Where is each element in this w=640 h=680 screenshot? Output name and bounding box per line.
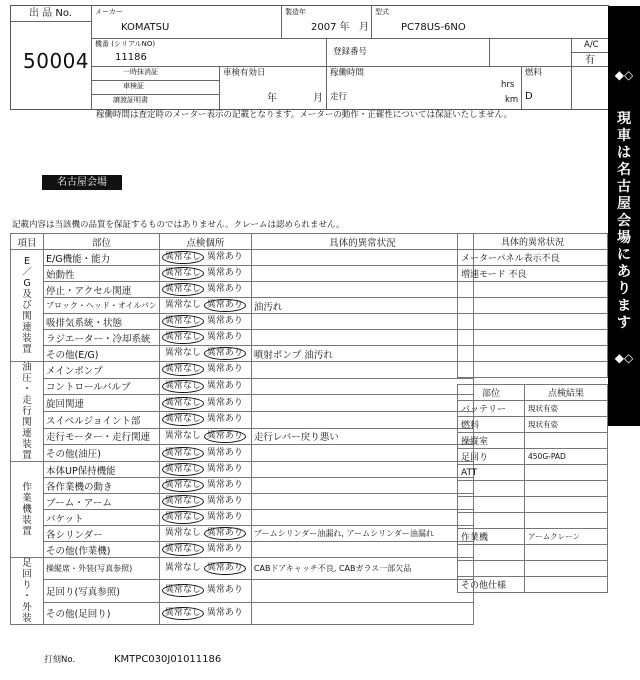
abnormal-option[interactable]: 異常あり bbox=[206, 252, 243, 262]
table-row bbox=[11, 298, 474, 314]
side-banner-char: 名 bbox=[617, 162, 631, 178]
group-label-char: 外 bbox=[22, 602, 32, 613]
engraving-value: KMTPC030J01011186 bbox=[114, 654, 222, 665]
check-cell bbox=[159, 282, 251, 298]
no-abnormal-option[interactable]: 異常なし bbox=[162, 607, 204, 620]
part-cell: その他(足回り) bbox=[44, 602, 160, 624]
result-part-cell: その他仕様 bbox=[458, 577, 525, 593]
table-row bbox=[11, 395, 474, 412]
table-row bbox=[11, 250, 474, 266]
group-label bbox=[11, 250, 44, 362]
side-banner-char: 会 bbox=[617, 213, 631, 229]
no-abnormal-option[interactable]: 異常なし bbox=[162, 380, 204, 393]
model-label: 型式 bbox=[375, 8, 389, 16]
table-row bbox=[458, 481, 608, 497]
group-label bbox=[11, 462, 44, 558]
table-row bbox=[11, 445, 474, 462]
part-cell: スイベルジョイント部 bbox=[44, 411, 160, 428]
table-row bbox=[458, 545, 608, 561]
right-detail-cell bbox=[458, 330, 608, 346]
inspection-month-unit: 月 bbox=[313, 93, 323, 104]
table-row bbox=[11, 580, 474, 602]
part-cell: 各シリンダー bbox=[44, 526, 160, 542]
result-value-cell: 現状有姿 bbox=[525, 417, 608, 433]
detail-cell bbox=[251, 362, 473, 379]
abnormal-option[interactable]: 異常あり bbox=[206, 607, 243, 618]
check-cell bbox=[159, 346, 251, 362]
result-value-cell bbox=[525, 545, 608, 561]
no-abnormal-option[interactable]: 異常なし bbox=[162, 495, 204, 508]
detail-cell: 噴射ポンプ 油汚れ bbox=[251, 346, 473, 362]
group-label-char: 機 bbox=[22, 504, 32, 515]
no-abnormal-option[interactable]: 異常なし bbox=[162, 397, 204, 410]
part-cell: 停止・アクセル関連 bbox=[44, 282, 160, 298]
side-top-mark: ◆◇ bbox=[614, 68, 634, 82]
year-value: 2007 年 bbox=[311, 22, 350, 33]
group-label-char: 関 bbox=[22, 417, 32, 428]
table-row bbox=[458, 417, 608, 433]
inspection-table bbox=[10, 233, 474, 625]
part-cell: メインポンプ bbox=[44, 362, 160, 379]
detail-cell: ブームシリンダー油漏れ, アームシリンダー油漏れ bbox=[251, 526, 473, 542]
side-banner-char: は bbox=[617, 145, 631, 161]
abnormal-option[interactable]: 異常あり bbox=[206, 414, 243, 425]
no-abnormal-option[interactable]: 異常なし bbox=[164, 300, 201, 310]
list-item bbox=[458, 266, 608, 282]
table-row bbox=[11, 542, 474, 558]
header-box bbox=[10, 5, 609, 110]
right-detail-cell bbox=[458, 314, 608, 330]
group-label-char: 連 bbox=[22, 322, 32, 333]
detail-cell: 走行レバー戻り悪い bbox=[251, 428, 473, 445]
maker-value: KOMATSU bbox=[121, 22, 170, 33]
result-part-cell: 操縦室 bbox=[458, 433, 525, 449]
part-cell: ブロック・ヘッド・オイルパン bbox=[44, 298, 160, 314]
abnormal-option[interactable]: 異常あり bbox=[206, 496, 243, 506]
side-banner-text bbox=[608, 111, 640, 332]
result-value-cell bbox=[525, 577, 608, 593]
abnormal-option[interactable]: 異常あり bbox=[204, 347, 246, 360]
side-banner-char: り bbox=[617, 281, 631, 297]
no-abnormal-option[interactable]: 異常なし bbox=[164, 430, 201, 441]
table-row bbox=[11, 510, 474, 526]
group-label-char: ・ bbox=[22, 591, 32, 602]
detail-cell bbox=[251, 494, 473, 510]
table-header-row bbox=[11, 234, 474, 250]
check-cell bbox=[159, 266, 251, 282]
side-banner-char: あ bbox=[617, 264, 631, 280]
table-row bbox=[458, 561, 608, 577]
no-abnormal-option[interactable]: 異常なし bbox=[162, 315, 204, 328]
result-value-cell: アームクレーン bbox=[525, 529, 608, 545]
month-unit: 月 bbox=[359, 22, 369, 33]
no-abnormal-option[interactable]: 異常なし bbox=[164, 528, 201, 538]
group-label-char: 装 bbox=[22, 515, 32, 526]
hours-label: 稼働時間 bbox=[330, 68, 365, 78]
group-label-char: び bbox=[22, 300, 32, 311]
result-part-cell: ATT bbox=[458, 465, 525, 481]
fuel-value: D bbox=[525, 91, 533, 102]
engraving-label: 打刻No. bbox=[44, 655, 76, 665]
side-banner-char: ま bbox=[617, 298, 631, 314]
group-label-char: 装 bbox=[22, 613, 32, 624]
abnormal-option[interactable]: 異常あり bbox=[206, 544, 243, 554]
table-row bbox=[458, 497, 608, 513]
group-label-char: 置 bbox=[22, 526, 32, 537]
abnormal-option[interactable]: 異常あり bbox=[206, 397, 243, 408]
no-abnormal-option[interactable]: 異常なし bbox=[162, 584, 204, 597]
abnormal-option[interactable]: 異常あり bbox=[206, 364, 243, 375]
check-cell bbox=[159, 378, 251, 395]
lot-number: 50004 bbox=[23, 49, 90, 73]
list-item bbox=[458, 362, 608, 378]
group-label-char: 行 bbox=[22, 406, 32, 417]
table-row bbox=[11, 362, 474, 379]
group-label-char: 足 bbox=[22, 558, 32, 569]
km-unit: km bbox=[505, 95, 519, 105]
group-label-char: G bbox=[23, 278, 31, 289]
table-row bbox=[458, 577, 608, 593]
detail-cell bbox=[251, 510, 473, 526]
table-row bbox=[11, 411, 474, 428]
right-result-table bbox=[457, 384, 608, 593]
result-part-cell bbox=[458, 545, 525, 561]
result-value-cell bbox=[525, 513, 608, 529]
no-abnormal-option[interactable]: 異常なし bbox=[162, 283, 204, 296]
check-cell bbox=[159, 478, 251, 494]
travel-label: 走行 bbox=[330, 92, 348, 102]
group-label-char: 回 bbox=[22, 569, 32, 580]
abnormal-option[interactable]: 異常あり bbox=[206, 464, 243, 474]
check-cell bbox=[159, 558, 251, 580]
abnormal-option[interactable]: 異常あり bbox=[206, 585, 243, 596]
result-value-cell: 450G-PAD bbox=[525, 449, 608, 465]
table-row bbox=[458, 529, 608, 545]
result-value-cell: 現状有姿 bbox=[525, 401, 608, 417]
result-value-cell bbox=[525, 561, 608, 577]
year-label: 製造年 bbox=[285, 8, 306, 16]
reg-label: 登録番号 bbox=[333, 47, 368, 57]
part-cell: ラジエーター・冷却系統 bbox=[44, 330, 160, 346]
fuel-label: 燃料 bbox=[525, 68, 543, 78]
part-cell: 走行モーター・走行関連 bbox=[44, 428, 160, 445]
vehicle-cert-label: 車検証 bbox=[123, 82, 144, 90]
detail-cell bbox=[251, 282, 473, 298]
side-bottom-mark: ◆◇ bbox=[614, 351, 634, 365]
no-abnormal-option[interactable]: 異常なし bbox=[162, 413, 204, 426]
col-part-header: 部位 bbox=[44, 234, 160, 250]
right-detail-cell bbox=[458, 362, 608, 378]
ac-value: 有 bbox=[585, 55, 595, 66]
part-cell: E/G機能・能力 bbox=[44, 250, 160, 266]
table-row bbox=[458, 449, 608, 465]
table-row bbox=[458, 465, 608, 481]
detail-cell bbox=[251, 445, 473, 462]
table-row bbox=[458, 401, 608, 417]
table-row bbox=[11, 314, 474, 330]
list-item bbox=[458, 282, 608, 298]
no-abnormal-option[interactable]: 異常なし bbox=[162, 511, 204, 524]
group-label-char: 置 bbox=[22, 450, 32, 461]
detail-cell bbox=[251, 266, 473, 282]
part-cell: バケット bbox=[44, 510, 160, 526]
part-cell: その他(E/G) bbox=[44, 346, 160, 362]
table-row bbox=[11, 266, 474, 282]
table-row bbox=[11, 330, 474, 346]
list-item bbox=[458, 250, 608, 266]
col-check-header: 点検個所 bbox=[159, 234, 251, 250]
result-part-cell bbox=[458, 497, 525, 513]
group-label-char: ／ bbox=[22, 267, 32, 278]
no-abnormal-option[interactable]: 異常なし bbox=[162, 363, 204, 376]
hours-unit: hrs bbox=[501, 80, 515, 90]
side-banner-char: す bbox=[617, 315, 631, 331]
part-cell: 旋回関連 bbox=[44, 395, 160, 412]
part-cell: 本体UP保持機能 bbox=[44, 462, 160, 478]
result-part-cell bbox=[458, 481, 525, 497]
hours-note: 稼働時間は査定時のメーター表示の記載となります。メーターの動作・正確性については保証いたしません。 bbox=[96, 110, 513, 120]
no-abnormal-option[interactable]: 異常なし bbox=[162, 543, 204, 556]
group-label-char: 油 bbox=[22, 362, 32, 373]
table-row bbox=[11, 346, 474, 362]
result-part-cell: 作業機 bbox=[458, 529, 525, 545]
check-cell bbox=[159, 395, 251, 412]
check-cell bbox=[159, 462, 251, 478]
result-part-cell bbox=[458, 561, 525, 577]
table-row bbox=[11, 462, 474, 478]
abnormal-option[interactable]: 異常あり bbox=[206, 480, 243, 490]
detail-cell bbox=[251, 395, 473, 412]
detail-cell bbox=[251, 602, 473, 624]
check-cell bbox=[159, 362, 251, 379]
col-item-header: 項目 bbox=[11, 234, 44, 250]
detail-cell bbox=[251, 250, 473, 266]
check-cell bbox=[159, 298, 251, 314]
result-part-cell: バッテリー bbox=[458, 401, 525, 417]
side-banner-char: に bbox=[617, 247, 631, 263]
check-cell bbox=[159, 494, 251, 510]
check-cell bbox=[159, 445, 251, 462]
detail-cell bbox=[251, 378, 473, 395]
part-cell: 操縦席・外装(写真参照) bbox=[44, 558, 160, 580]
part-cell: 吸排気系統・状態 bbox=[44, 314, 160, 330]
group-label-char: 作 bbox=[22, 482, 32, 493]
group-label-char: 圧 bbox=[22, 373, 32, 384]
part-cell: コントロールバルブ bbox=[44, 378, 160, 395]
col-detail-header: 具体的異常状況 bbox=[251, 234, 473, 250]
detail-cell bbox=[251, 542, 473, 558]
check-cell bbox=[159, 602, 251, 624]
check-cell bbox=[159, 330, 251, 346]
group-label-char: 置 bbox=[22, 344, 32, 355]
check-cell bbox=[159, 580, 251, 602]
check-cell bbox=[159, 428, 251, 445]
maker-label: メーカー bbox=[95, 8, 123, 16]
detail-cell bbox=[251, 580, 473, 602]
part-cell: その他(作業機) bbox=[44, 542, 160, 558]
result-value-cell bbox=[525, 481, 608, 497]
table-row bbox=[458, 513, 608, 529]
group-label-char: 装 bbox=[22, 333, 32, 344]
table-row bbox=[11, 428, 474, 445]
table-row bbox=[11, 378, 474, 395]
right-detail-cell bbox=[458, 298, 608, 314]
check-cell bbox=[159, 526, 251, 542]
check-cell bbox=[159, 314, 251, 330]
list-item bbox=[458, 314, 608, 330]
abnormal-option[interactable]: 異常あり bbox=[206, 447, 243, 458]
part-cell: 各作業機の動き bbox=[44, 478, 160, 494]
no-abnormal-option[interactable]: 異常なし bbox=[162, 251, 204, 264]
side-banner-char: 屋 bbox=[617, 196, 631, 212]
abnormal-option[interactable]: 異常あり bbox=[206, 380, 243, 391]
serial-value: 11186 bbox=[115, 52, 147, 63]
detail-cell bbox=[251, 462, 473, 478]
part-cell: ブーム・アーム bbox=[44, 494, 160, 510]
no-abnormal-option[interactable]: 異常なし bbox=[164, 563, 201, 574]
result-value-cell bbox=[525, 433, 608, 449]
group-label-char: 連 bbox=[22, 428, 32, 439]
table-row bbox=[458, 433, 608, 449]
abnormal-option[interactable]: 異常あり bbox=[204, 430, 246, 443]
list-item bbox=[458, 298, 608, 314]
abnormal-option[interactable]: 異常あり bbox=[204, 562, 246, 575]
abnormal-option[interactable]: 異常あり bbox=[206, 316, 243, 326]
detail-cell bbox=[251, 314, 473, 330]
model-value: PC78US-6NO bbox=[401, 22, 466, 33]
group-label-char: り bbox=[22, 580, 32, 591]
result-part-cell: 足回り bbox=[458, 449, 525, 465]
abnormal-option[interactable]: 異常あり bbox=[204, 527, 246, 540]
abnormal-option[interactable]: 異常あり bbox=[206, 284, 243, 294]
side-banner bbox=[608, 6, 640, 426]
abnormal-option[interactable]: 異常あり bbox=[206, 332, 243, 342]
table-row bbox=[11, 494, 474, 510]
group-label bbox=[11, 362, 44, 462]
result-value-cell bbox=[525, 497, 608, 513]
detail-cell: CABドアキャッチ不良, CABガラス一部欠品 bbox=[251, 558, 473, 580]
right-detail-cell: 増速モード 不良 bbox=[458, 266, 608, 282]
detail-cell bbox=[251, 478, 473, 494]
abnormal-option[interactable]: 異常あり bbox=[206, 512, 243, 522]
right-detail-cell: メーターパネル表示不良 bbox=[458, 250, 608, 266]
group-label-char: 装 bbox=[22, 439, 32, 450]
group-label-char: 及 bbox=[22, 289, 32, 300]
no-abnormal-option[interactable]: 異常なし bbox=[162, 447, 204, 460]
table-row bbox=[11, 282, 474, 298]
lot-label: 出 品 No. bbox=[29, 8, 72, 19]
check-cell bbox=[159, 250, 251, 266]
no-abnormal-option[interactable]: 異常なし bbox=[162, 463, 204, 476]
inspection-year-unit: 年 bbox=[267, 93, 277, 104]
side-banner-char: 場 bbox=[617, 230, 631, 246]
detail-cell bbox=[251, 330, 473, 346]
side-banner-char: 古 bbox=[617, 179, 631, 195]
no-abnormal-option[interactable]: 異常なし bbox=[162, 267, 204, 280]
group-label-char: ・ bbox=[22, 384, 32, 395]
col-part-header-right: 部位 bbox=[458, 385, 525, 401]
detail-cell: 油汚れ bbox=[251, 298, 473, 314]
group-label bbox=[11, 558, 44, 625]
disclaimer: 記載内容は当該機の品質を保証するものではありません。クレームは認められません。 bbox=[12, 220, 345, 230]
check-cell bbox=[159, 510, 251, 526]
right-detail-cell bbox=[458, 282, 608, 298]
part-cell: 足回り(写真参照) bbox=[44, 580, 160, 602]
right-detail-title: 具体的異常状況 bbox=[458, 234, 608, 250]
list-item bbox=[458, 346, 608, 362]
detail-cell bbox=[251, 411, 473, 428]
no-abnormal-option[interactable]: 異常なし bbox=[164, 348, 201, 358]
table-row bbox=[11, 478, 474, 494]
abnormal-option[interactable]: 異常あり bbox=[204, 299, 246, 312]
temp-plate-label: 一時抹消証 bbox=[123, 68, 158, 76]
group-label-char: 業 bbox=[22, 493, 32, 504]
right-detail-table bbox=[457, 233, 608, 378]
no-abnormal-option[interactable]: 異常なし bbox=[162, 479, 204, 492]
transfer-label: 譲渡証明書 bbox=[113, 96, 148, 104]
table-row bbox=[11, 558, 474, 580]
col-result-header: 点検結果 bbox=[525, 385, 608, 401]
abnormal-option[interactable]: 異常あり bbox=[206, 268, 243, 278]
table-row bbox=[11, 526, 474, 542]
side-banner-char: 車 bbox=[617, 128, 631, 144]
part-cell: その他(油圧) bbox=[44, 445, 160, 462]
part-cell: 始動性 bbox=[44, 266, 160, 282]
right-detail-cell bbox=[458, 346, 608, 362]
ac-label: A/C bbox=[584, 40, 599, 50]
side-banner-char: 現 bbox=[617, 111, 631, 127]
group-label-char: 関 bbox=[22, 311, 32, 322]
check-cell bbox=[159, 411, 251, 428]
table-row bbox=[11, 602, 474, 624]
no-abnormal-option[interactable]: 異常なし bbox=[162, 331, 204, 344]
check-cell bbox=[159, 542, 251, 558]
result-part-cell: 燃料 bbox=[458, 417, 525, 433]
result-part-cell bbox=[458, 513, 525, 529]
result-value-cell bbox=[525, 465, 608, 481]
serial-label: 機番 (シリアルNO) bbox=[95, 40, 156, 48]
group-label-char: 走 bbox=[22, 395, 32, 406]
venue-banner: 名古屋会場 bbox=[42, 175, 122, 190]
list-item bbox=[458, 330, 608, 346]
group-label-char: E bbox=[23, 256, 30, 267]
inspection-label: 車検有効日 bbox=[223, 68, 266, 78]
